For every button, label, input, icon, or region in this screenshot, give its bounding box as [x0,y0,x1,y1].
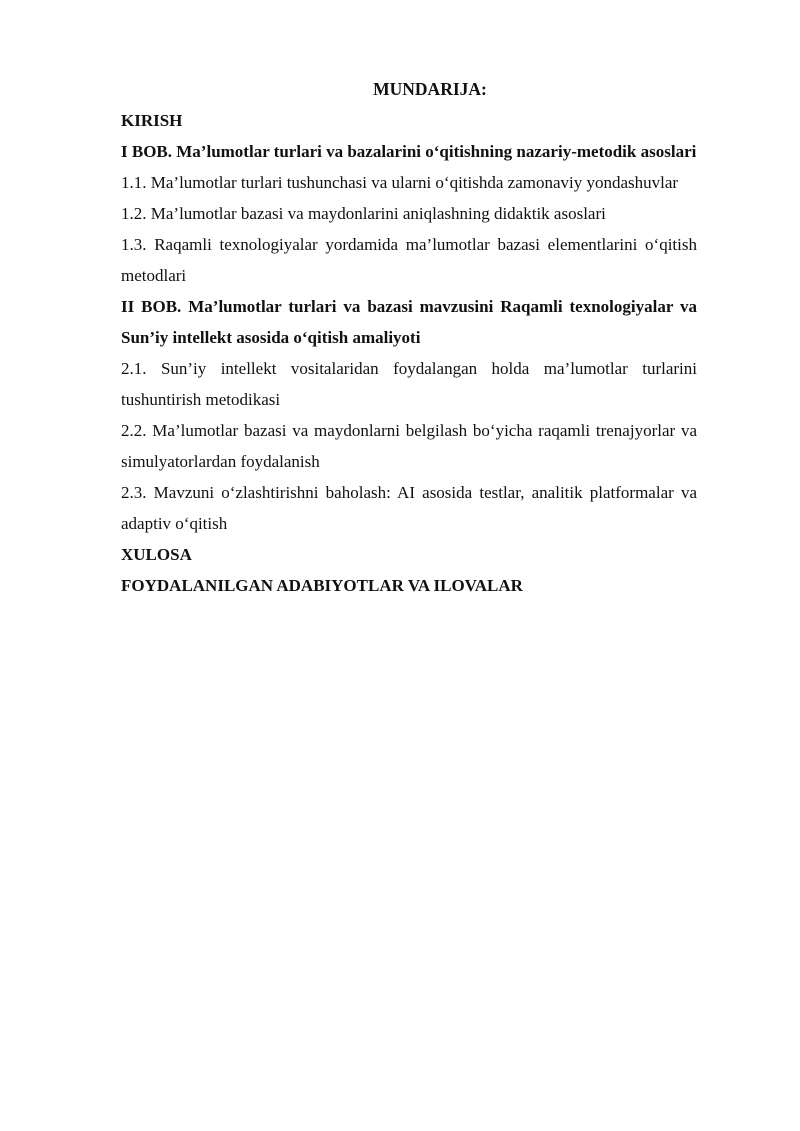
toc-title: MUNDARIJA: [373,79,487,99]
toc-entry-references: FOYDALANILGAN ADABIYOTLAR VA ILOVALAR [121,576,523,595]
toc-entry-section-2-2: 2.2. Ma’lumotlar bazasi va maydonlarni belgilash bo‘yicha raqamli trenajyorlar va simulyatorlardan foydalanish [121,421,697,471]
toc-entry-section-1-1: 1.1. Ma’lumotlar turlari tushunchasi va ularni o‘qitishda zamonaviy yondashuvlar [121,173,679,192]
toc-entry-section-2-1: 2.1. Sun’iy intellekt vositalaridan foydalangan holda ma’lumotlar turlarini tushuntirish metodikasi [121,359,697,409]
toc-entry-chapter-1: I BOB. Ma’lumotlar turlari va bazalarini o‘qitishning nazariy-metodik asoslari [121,142,697,161]
table-of-contents [121,74,697,601]
toc-entry-introduction: KIRISH [121,111,183,130]
toc-entry-chapter-2: II BOB. Ma’lumotlar turlari va bazasi mavzusini Raqamli texnologiyalar va Sun’iy intellekt asosida o‘qitish amaliyoti [121,297,697,347]
toc-entry-section-1-2: 1.2. Ma’lumotlar bazasi va maydonlarini aniqlashning didaktik asoslari [121,204,606,223]
toc-entry-conclusion: XULOSA [121,545,192,564]
toc-entry-section-1-3: 1.3. Raqamli texnologiyalar yordamida ma’lumotlar bazasi elementlarini o‘qitish metodlari [121,235,697,285]
toc-entry-section-2-3: 2.3. Mavzuni o‘zlashtirishni baholash: AI asosida testlar, analitik platformalar va adaptiv o‘qitish [121,483,697,533]
